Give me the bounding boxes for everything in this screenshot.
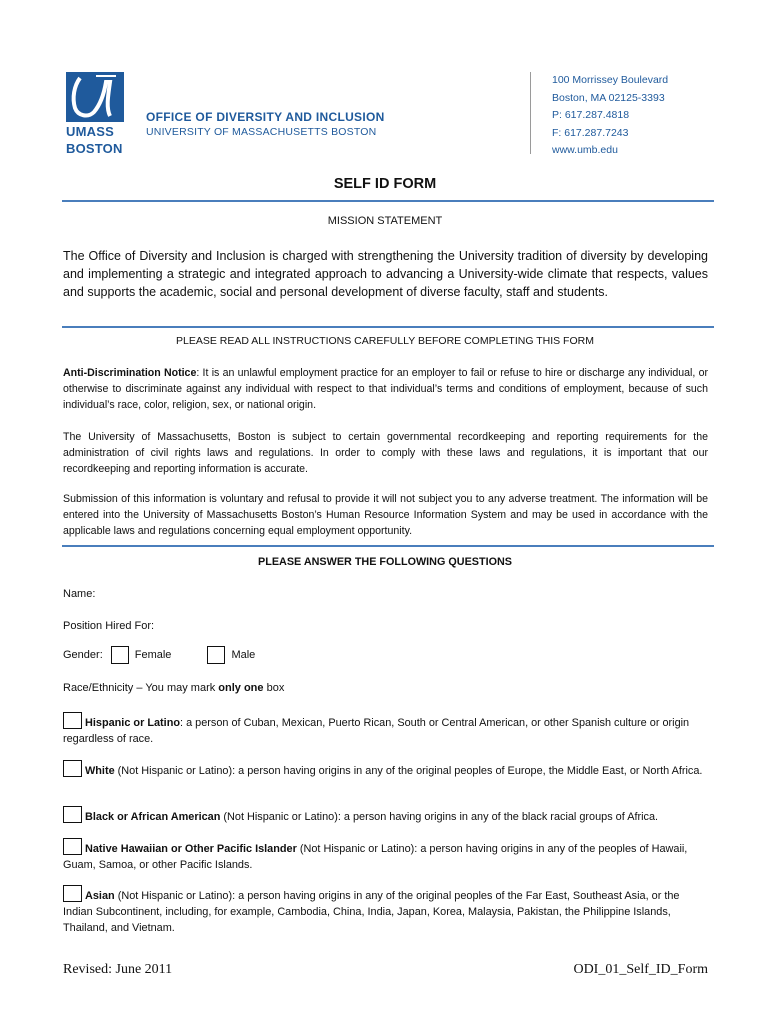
header-divider: [530, 72, 531, 154]
race-option-text: (Not Hispanic or Latino): a person having origins in any of the peoples of Hawaii, Guam, Samoa, or other Pacific Islands.: [63, 843, 688, 871]
gender-label: Gender:: [63, 649, 103, 661]
asian-checkbox[interactable]: [63, 885, 82, 902]
male-checkbox[interactable]: [207, 646, 225, 664]
contact-phone: P: 617.287.4818: [552, 109, 630, 122]
black-checkbox[interactable]: [63, 806, 82, 823]
office-title: OFFICE OF DIVERSITY AND INCLUSION: [146, 110, 385, 124]
race-option-label: Black or African American: [85, 811, 221, 823]
race-intro-end: box: [263, 682, 285, 694]
contact-address: 100 Morrissey Boulevard: [552, 74, 669, 86]
race-option-text: (Not Hispanic or Latino): a person having origins in any of the original peoples of Europe, the Middle East, or North Africa.: [114, 765, 703, 777]
female-label: Female: [134, 649, 172, 661]
race-option-text: : a person of Cuban, Mexican, Puerto Rican, South or Central American, or other Spanish culture or origin regardless of race.: [63, 717, 690, 745]
race-option-text: (Not Hispanic or Latino): a person having origins in any of the original peoples of the Far East, Southeast Asia, or the Indian Subcontinent, including, for example, Cambodia, China, India, Japan, Korea, Malaysia, Pakistan, the Philippine Islands, Thailand, and Vietnam.: [63, 890, 680, 934]
race-option-hispanic: [63, 712, 708, 747]
race-option-text: (Not Hispanic or Latino): a person having origins in any of the black racial groups of Africa.: [220, 811, 659, 823]
race-option-black: [63, 806, 708, 825]
recordkeeping-paragraph: The University of Massachusetts, Boston is subject to certain governmental recordkeeping and reporting requirements for the administration of civil rights laws and regulations. In order to comply with these laws and regulations, it is important that our recordkeeping and reporting information is accurate.: [63, 431, 708, 476]
contact-fax: F: 617.287.7243: [552, 126, 629, 139]
mission-heading: MISSION STATEMENT: [327, 215, 443, 227]
race-intro: [63, 682, 284, 694]
logo-text-umass: UMASS: [66, 124, 114, 139]
questions-heading: PLEASE ANSWER THE FOLLOWING QUESTIONS: [258, 556, 512, 568]
voluntary-paragraph: Submission of this information is voluntary and refusal to provide it will not subject you to any adverse treatment. The information will be entered into the University of Massachusetts Boston’s Human Resource Information System and may be used in accordance with the applicable laws and regulations concerning equal employment opportunity.: [63, 493, 708, 538]
native-hawaiian-checkbox[interactable]: [63, 838, 82, 855]
footer-revised: Revised: June 2011: [63, 962, 173, 977]
title-rule: [62, 200, 714, 202]
female-checkbox[interactable]: [111, 646, 129, 664]
notice-label: Anti-Discrimination Notice: [63, 367, 197, 379]
position-field-label: Position Hired For:: [63, 620, 155, 632]
race-intro-emphasis: only one: [218, 682, 264, 694]
office-subtitle: UNIVERSITY OF MASSACHUSETTS BOSTON: [146, 126, 377, 138]
mission-text: The Office of Diversity and Inclusion is charged with strengthening the University tradition of diversity by developing and implementing a strategic and integrated approach to advancing a University-wide climate that respects, values and supports the academic, social and personal development of diverse faculty, staff and students.: [63, 249, 708, 300]
race-option-label: White: [85, 765, 115, 777]
questions-rule: [62, 545, 714, 547]
race-option-asian: [63, 885, 708, 936]
race-option-label: Asian: [85, 890, 115, 902]
race-intro-text: Race/Ethnicity – You may mark: [63, 682, 219, 694]
logo-text-boston: BOSTON: [66, 141, 123, 156]
contact-website[interactable]: www.umb.edu: [552, 144, 618, 157]
form-title: SELF ID FORM: [333, 176, 437, 192]
name-field-label: Name:: [63, 588, 96, 600]
anti-discrimination-notice: [63, 365, 708, 414]
white-checkbox[interactable]: [63, 760, 82, 777]
notice-text: : It is an unlawful employment practice for an employer to fail or refuse to hire or discharge any individual, or otherwise to discriminate against any individual with respect to that individual’s terms and conditions of employment, because of such individual’s race, color, religion, sex, or national origin.: [63, 367, 708, 412]
race-option-native-hawaiian: [63, 838, 708, 873]
instructions-rule: [62, 326, 714, 328]
race-option-white: [63, 760, 708, 779]
race-option-label: Hispanic or Latino: [85, 717, 181, 729]
umass-boston-logo: [66, 72, 128, 156]
contact-block: [552, 72, 668, 160]
male-label: Male: [231, 649, 256, 661]
race-option-label: Native Hawaiian or Other Pacific Islander: [85, 843, 297, 855]
gender-row: [63, 646, 255, 664]
instructions-heading: PLEASE READ ALL INSTRUCTIONS CAREFULLY BEFORE COMPLETING THIS FORM: [176, 335, 594, 347]
footer-form-id: ODI_01_Self_ID_Form: [573, 962, 708, 977]
umass-logo-mark: [66, 72, 124, 122]
contact-city: Boston, MA 02125-3393: [552, 91, 665, 104]
hispanic-checkbox[interactable]: [63, 712, 82, 729]
